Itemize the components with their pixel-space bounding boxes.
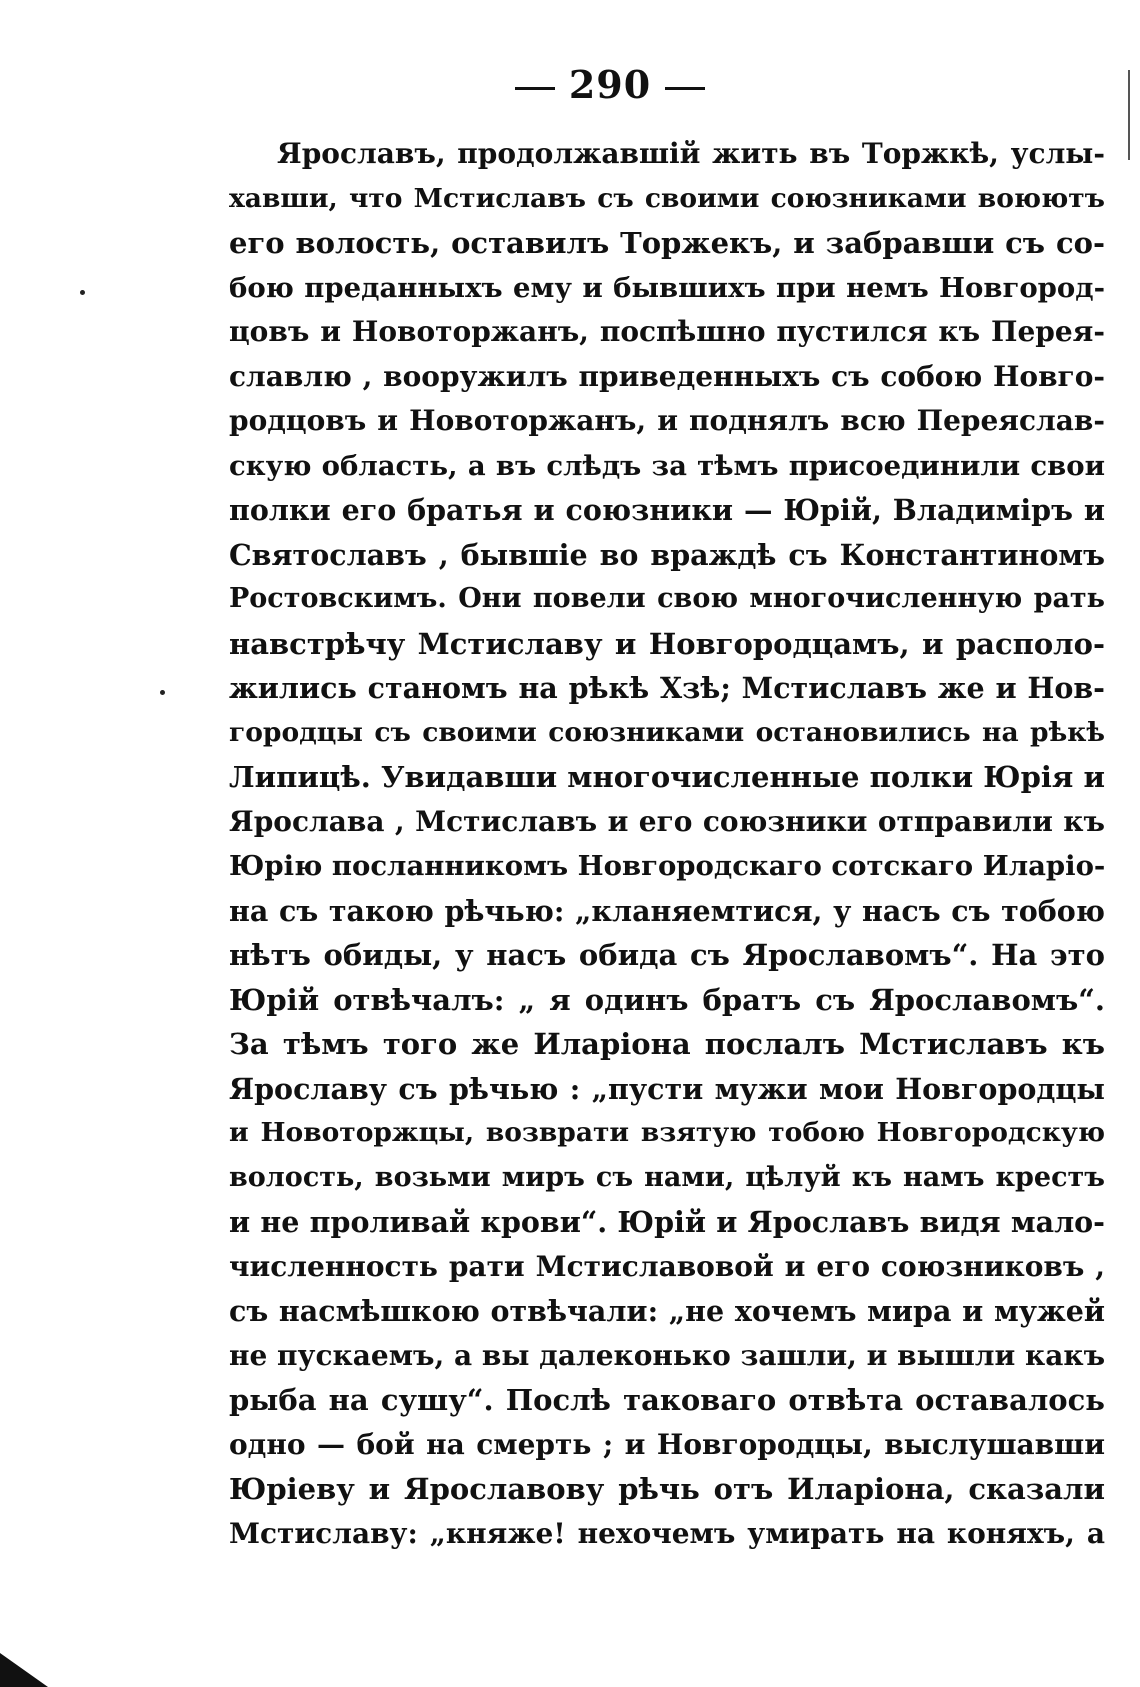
text-line-12: навстрѣчу Мстиславу и Новгородцамъ, и располо- — [229, 626, 1105, 661]
text-line-10: Святославъ , бывшіе во враждѣ съ Константиномъ — [229, 537, 1105, 572]
text-line-8: скую область, а въ слѣдъ за тѣмъ присоединили свои — [229, 449, 1105, 482]
text-line-28: не пускаемъ, а вы далеконько зашли, и вышли какъ — [229, 1338, 1105, 1372]
text-line-25: и не проливай крови“. Юрій и Ярославъ видя мало- — [229, 1205, 1105, 1239]
text-line-13: жились станомъ на рѣкѣ Хзѣ; Мстиславъ же и Нов- — [229, 671, 1105, 705]
text-line-29: рыба на сушу“. Послѣ таковаго отвѣта оставалось — [229, 1383, 1105, 1417]
text-line-5: цовъ и Новоторжанъ, поспѣшно пустился къ Перея- — [229, 315, 1105, 348]
text-line-30: одно — бой на смерть ; и Новгородцы, выслушавши — [229, 1427, 1105, 1461]
page-number-dash-left — [515, 87, 555, 90]
scan-edge-rule — [1128, 70, 1130, 160]
text-line-21: За тѣмъ того же Иларіона послалъ Мстиславъ къ — [229, 1027, 1105, 1061]
text-line-11: Ростовскимъ. Они повели свою многочисленную рать — [229, 583, 1105, 614]
text-line-4: бою преданныхъ ему и бывшихъ при немъ Новгород- — [229, 271, 1105, 304]
text-line-7: родцовъ и Новоторжанъ, и поднялъ всю Переяслав- — [229, 404, 1105, 437]
text-line-27: съ насмѣшкою отвѣчали: „не хочемъ мира и мужей — [229, 1294, 1105, 1328]
page-corner-mark — [0, 1653, 48, 1687]
text-line-32: Мстиславу: „княже! нехочемъ умирать на коняхъ, а — [229, 1516, 1105, 1550]
scan-speck — [160, 690, 165, 695]
body-text — [229, 132, 1105, 1556]
text-line-16: Ярослава , Мстиславъ и его союзники отправили къ — [229, 804, 1105, 838]
text-line-24: волость, возьми миръ съ нами, цѣлуй къ намъ крестъ — [229, 1161, 1105, 1193]
text-line-15: Липицѣ. Увидавши многочисленные полки Юрія и — [229, 760, 1105, 794]
page-number-value: 290 — [568, 62, 652, 107]
text-line-1: Ярославъ, продолжавшій жить въ Торжкѣ, услы- — [277, 137, 1105, 170]
page-number-dash-right — [665, 87, 705, 90]
text-line-23: и Новоторжцы, возврати взятую тобою Новгородскую — [229, 1117, 1105, 1148]
text-line-3: его волость, оставилъ Торжекъ, и забравши съ со- — [229, 226, 1105, 260]
text-line-6: славлю , вооружилъ приведенныхъ съ собою Новго- — [229, 359, 1105, 393]
text-line-17: Юрію посланникомъ Новгородскаго сотскаго Иларіо- — [229, 850, 1105, 882]
text-line-18: на съ такою рѣчью: „кланяемтися, у насъ съ тобою — [229, 893, 1105, 928]
page-number — [0, 62, 1140, 107]
text-line-22: Ярославу съ рѣчью : „пусти мужи мои Новгородцы — [229, 1071, 1105, 1106]
text-line-9: полки его братья и союзники — Юрій, Владиміръ и — [229, 493, 1105, 527]
scan-speck — [80, 290, 85, 295]
text-line-26: численность рати Мстиславовой и его союзниковъ , — [229, 1249, 1105, 1283]
text-line-20: Юрій отвѣчалъ: „ я одинъ братъ съ Ярославомъ“. — [229, 982, 1105, 1017]
text-line-19: нѣтъ обиды, у насъ обида съ Ярославомъ“. На это — [229, 938, 1105, 972]
text-line-14: городцы съ своими союзниками остановились на рѣкѣ — [229, 716, 1105, 748]
text-line-31: Юріеву и Ярославову рѣчь отъ Иларіона, сказали — [229, 1472, 1105, 1506]
text-line-2: хавши, что Мстиславъ съ своими союзниками воюютъ — [229, 182, 1105, 214]
